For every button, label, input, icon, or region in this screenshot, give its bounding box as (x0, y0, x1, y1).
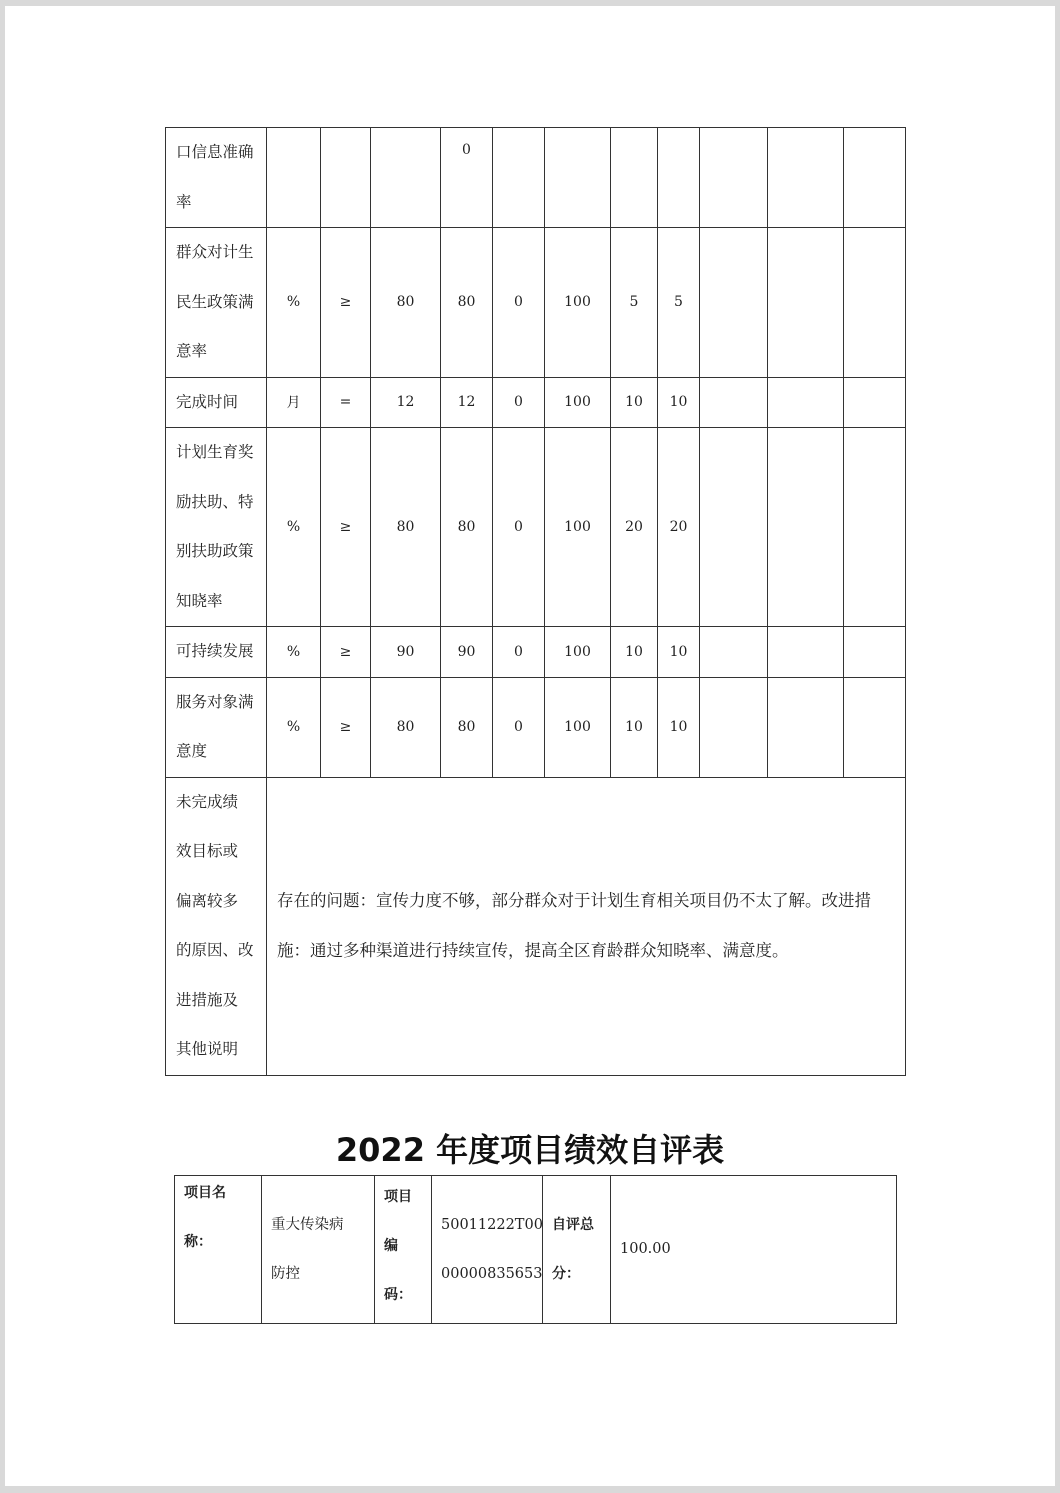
indicator-name: 完成时间 (166, 377, 267, 428)
rate-cell: 100 (545, 677, 611, 777)
diff-cell: 0 (493, 677, 545, 777)
unit-cell: % (267, 677, 321, 777)
actual-cell: 80 (441, 428, 493, 627)
actual-cell: 0 (441, 128, 493, 228)
indicator-row (166, 677, 906, 777)
weight-cell (611, 128, 658, 228)
project-name-label: 项目名 称： (175, 1176, 262, 1324)
indicator-row (166, 627, 906, 678)
empty-cell (768, 377, 844, 428)
empty-cell (768, 428, 844, 627)
empty-cell (700, 677, 768, 777)
empty-cell (768, 677, 844, 777)
unit-cell: % (267, 627, 321, 678)
notes-row (166, 777, 906, 1075)
project-code-label: 项目 编 码： (375, 1176, 432, 1324)
operator-cell: = (321, 377, 371, 428)
empty-cell (844, 128, 906, 228)
project-info-table (174, 1175, 897, 1324)
indicator-row (166, 428, 906, 627)
weight-cell: 10 (611, 627, 658, 678)
operator-cell: ≥ (321, 677, 371, 777)
weight-cell: 10 (611, 677, 658, 777)
empty-cell (700, 228, 768, 378)
operator-cell (321, 128, 371, 228)
empty-cell (844, 677, 906, 777)
unit-cell: % (267, 228, 321, 378)
score-cell: 10 (658, 627, 700, 678)
indicator-name: 群众对计生 民生政策满 意率 (166, 228, 267, 378)
diff-cell: 0 (493, 428, 545, 627)
weight-cell: 20 (611, 428, 658, 627)
empty-cell (768, 627, 844, 678)
weight-cell: 5 (611, 228, 658, 378)
empty-cell (700, 377, 768, 428)
form-title: 2022 年度项目绩效自评表 (335, 1131, 725, 1169)
indicator-name: 口信息准确 率 (166, 128, 267, 228)
indicator-name: 服务对象满 意度 (166, 677, 267, 777)
rate-cell: 100 (545, 228, 611, 378)
actual-cell: 80 (441, 228, 493, 378)
diff-cell: 0 (493, 377, 545, 428)
target-cell (371, 128, 441, 228)
target-cell: 80 (371, 228, 441, 378)
operator-cell: ≥ (321, 228, 371, 378)
empty-cell (844, 428, 906, 627)
target-cell: 90 (371, 627, 441, 678)
target-cell: 80 (371, 428, 441, 627)
indicator-row (166, 228, 906, 378)
unit-cell: 月 (267, 377, 321, 428)
actual-cell: 90 (441, 627, 493, 678)
notes-label: 未完成绩 效目标或 偏离较多 的原因、改 进措施及 其他说明 (166, 777, 267, 1075)
operator-cell: ≥ (321, 627, 371, 678)
score-cell: 10 (658, 377, 700, 428)
empty-cell (700, 627, 768, 678)
diff-cell: 0 (493, 228, 545, 378)
empty-cell (700, 128, 768, 228)
target-cell: 80 (371, 677, 441, 777)
diff-cell: 0 (493, 627, 545, 678)
rate-cell: 100 (545, 428, 611, 627)
indicator-row (166, 128, 906, 228)
score-cell: 5 (658, 228, 700, 378)
rate-cell: 100 (545, 627, 611, 678)
unit-cell: % (267, 428, 321, 627)
score-cell: 10 (658, 677, 700, 777)
empty-cell (700, 428, 768, 627)
notes-text: 存在的问题：宣传力度不够，部分群众对于计划生育相关项目仍不太了解。改进措施：通过多种渠道进行持续宣传，提高全区育龄群众知晓率、满意度。 (267, 777, 906, 1075)
target-cell: 12 (371, 377, 441, 428)
unit-cell (267, 128, 321, 228)
project-code-value: 50011222T00 00000835653 (432, 1176, 543, 1324)
empty-cell (844, 627, 906, 678)
self-score-value: 100.00 (611, 1176, 897, 1324)
rate-cell: 100 (545, 377, 611, 428)
empty-cell (768, 128, 844, 228)
performance-indicator-table (165, 127, 906, 1076)
rate-cell (545, 128, 611, 228)
indicator-name: 计划生育奖 励扶助、特 别扶助政策 知晓率 (166, 428, 267, 627)
indicator-row (166, 377, 906, 428)
project-name-value: 重大传染病 防控 (262, 1176, 375, 1324)
indicator-name: 可持续发展 (166, 627, 267, 678)
score-cell (658, 128, 700, 228)
self-score-label: 自评总 分： (543, 1176, 611, 1324)
operator-cell: ≥ (321, 428, 371, 627)
diff-cell (493, 128, 545, 228)
actual-cell: 12 (441, 377, 493, 428)
empty-cell (768, 228, 844, 378)
empty-cell (844, 228, 906, 378)
empty-cell (844, 377, 906, 428)
score-cell: 20 (658, 428, 700, 627)
actual-cell: 80 (441, 677, 493, 777)
weight-cell: 10 (611, 377, 658, 428)
